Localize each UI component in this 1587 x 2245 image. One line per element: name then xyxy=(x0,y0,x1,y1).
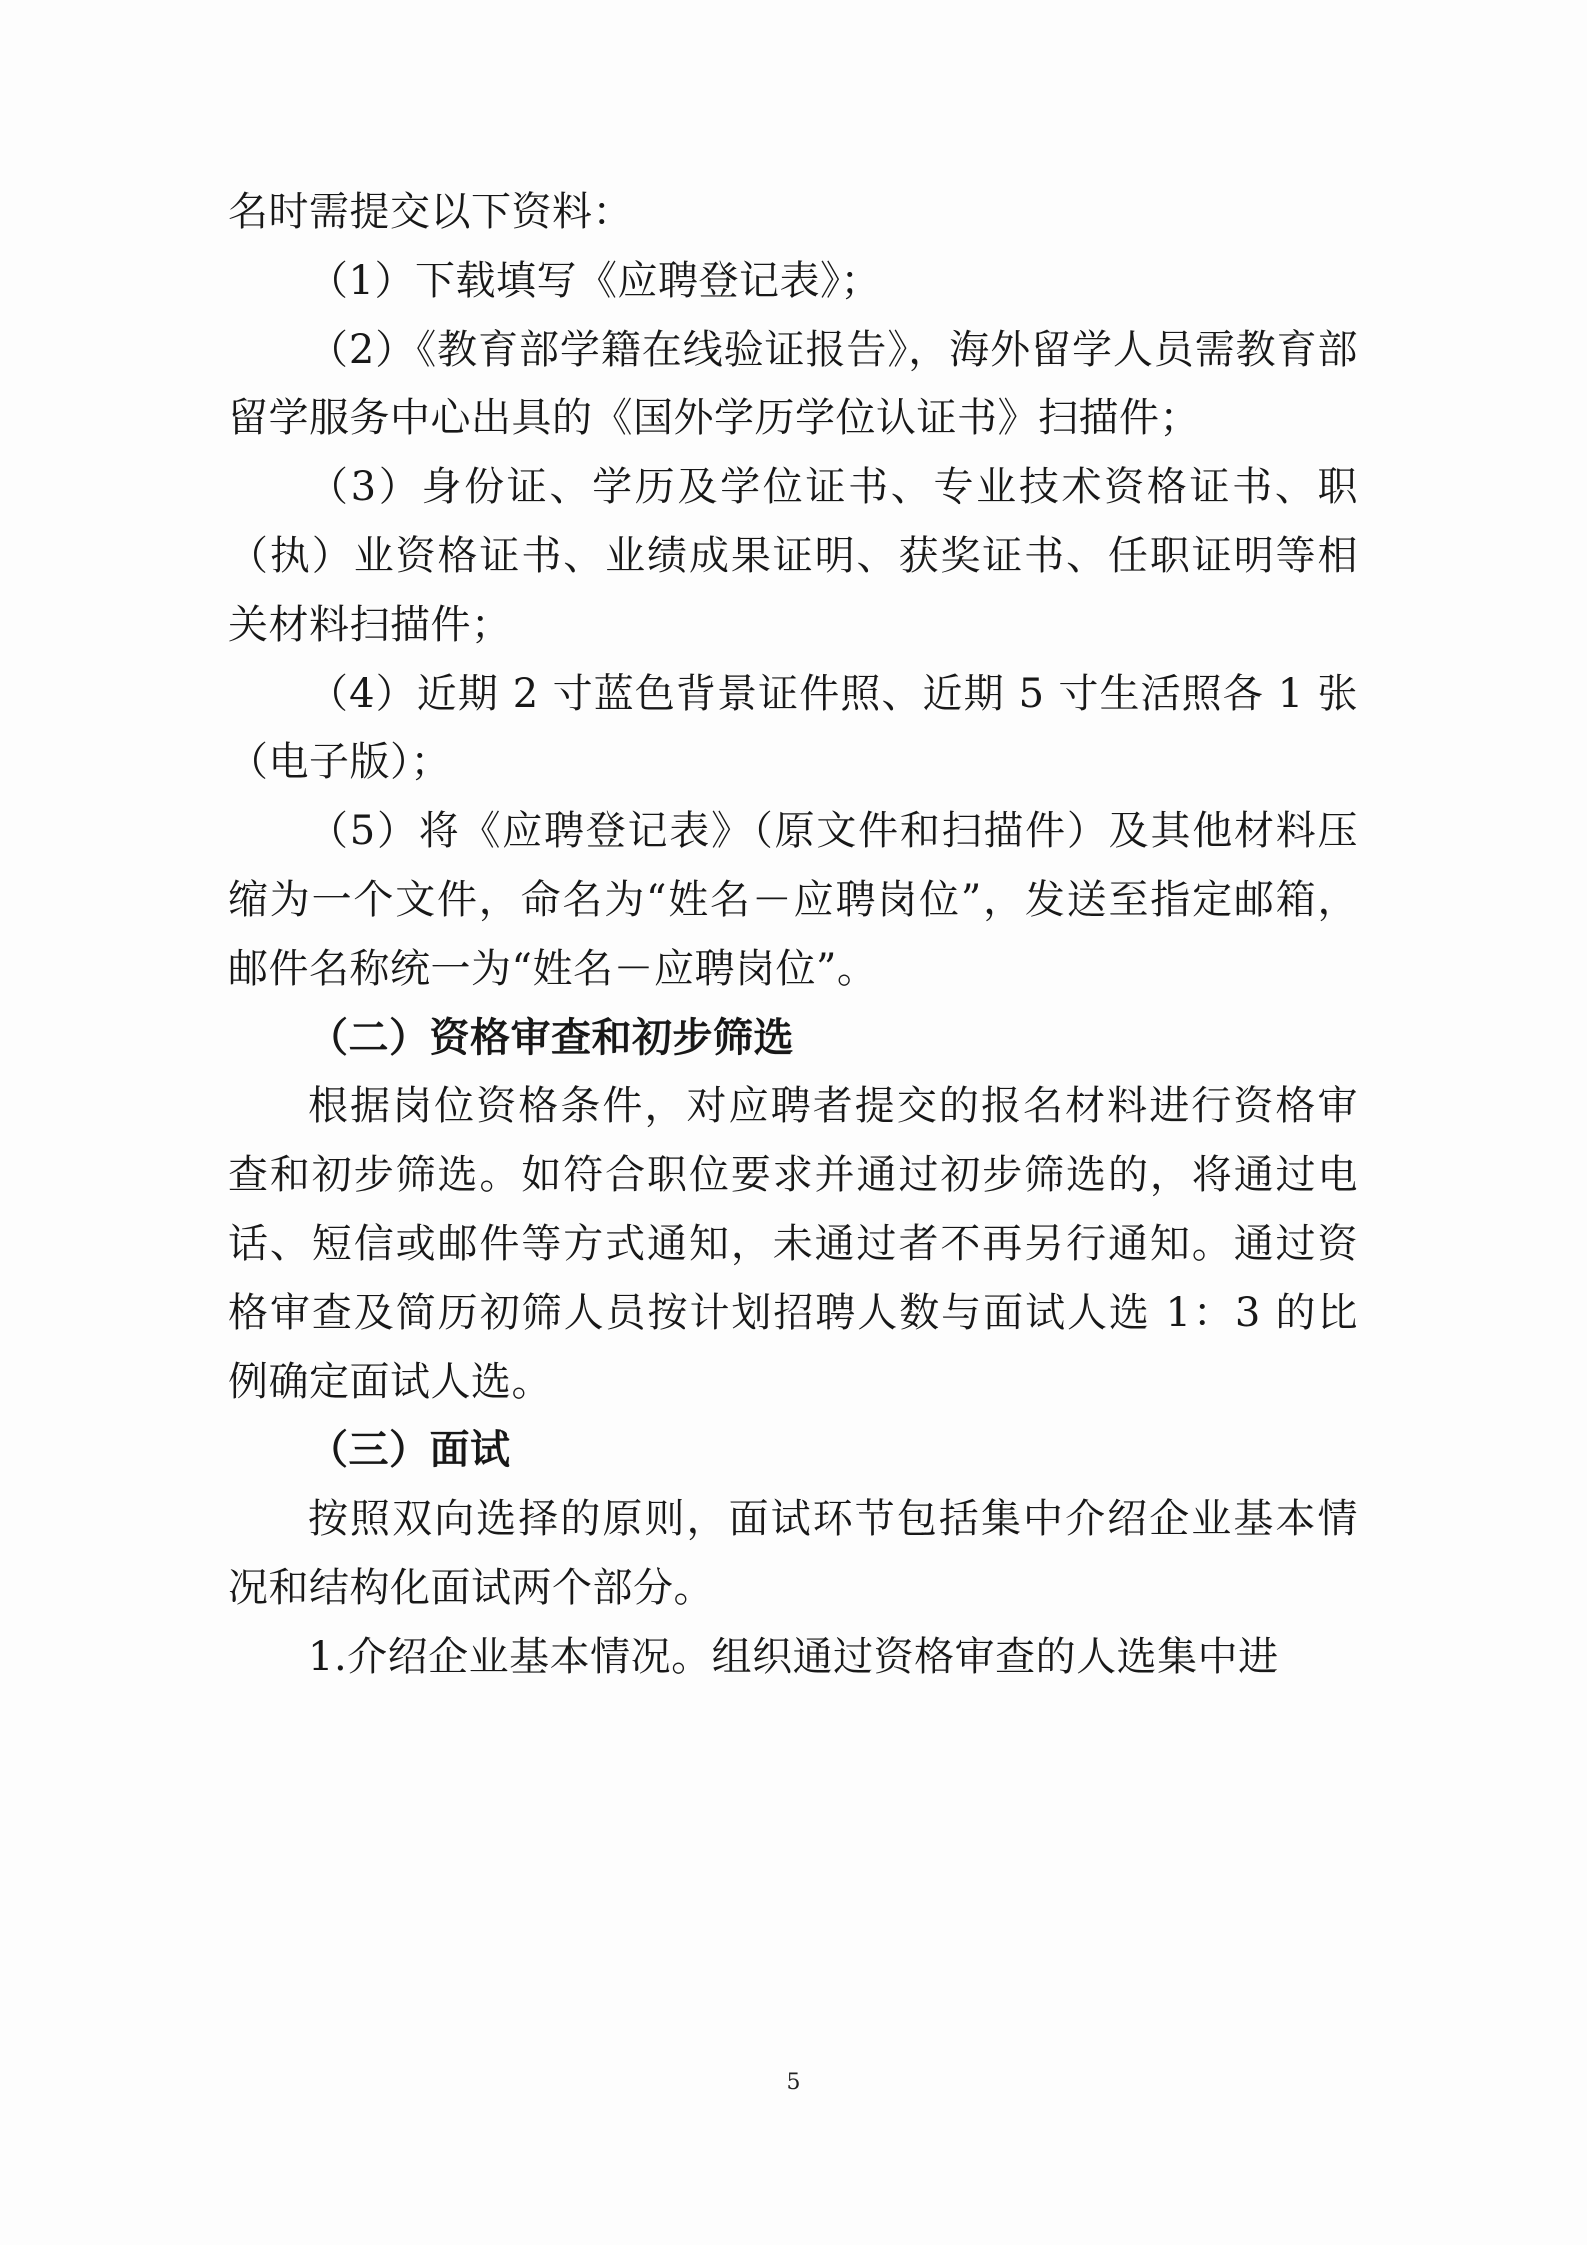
paragraph-section-three-item-1: 1.介绍企业基本情况。组织通过资格审查的人选集中进 xyxy=(308,1633,1279,1680)
paragraph-section-two-body: 根据岗位资格条件，对应聘者提交的报名材料进行资格审查和初步筛选。如符合职位要求并通过初步筛选的，将通过电话、短信或邮件等方式通知，未通过者不再另行通知。通过资格审查及简历初筛人员按计划招聘人数与面试人选 1：3 的比例确定面试人选。 xyxy=(228,1083,1358,1405)
paragraph-intro: 名时需提交以下资料： xyxy=(228,189,633,235)
section-heading-two: （二）资格审查和初步筛选 xyxy=(308,1013,794,1061)
paragraph-item-4: （4）近期 2 寸蓝色背景证件照、近期 5 寸生活照各 1 张（电子版）； xyxy=(228,670,1358,786)
document-body xyxy=(228,178,1358,1692)
paragraph-item-3: （3）身份证、学历及学位证书、专业技术资格证书、职（执）业资格证书、业绩成果证明、获奖证书、任职证明等相关材料扫描件； xyxy=(228,464,1358,648)
paragraph-section-three-body: 按照双向选择的原则，面试环节包括集中介绍企业基本情况和结构化面试两个部分。 xyxy=(228,1496,1358,1611)
paragraph-item-1: （1）下载填写《应聘登记表》； xyxy=(308,257,881,304)
page-number: 5 xyxy=(786,2070,801,2095)
paragraph-item-2: （2）《教育部学籍在线验证报告》，海外留学人员需教育部留学服务中心出具的《国外学历学位认证书》扫描件； xyxy=(228,326,1358,442)
paragraph-item-5: （5）将《应聘登记表》（原文件和扫描件）及其他材料压缩为一个文件，命名为“姓名－应聘岗位”，发送至指定邮箱，邮件名称统一为“姓名－应聘岗位”。 xyxy=(228,808,1358,992)
section-heading-three: （三）面试 xyxy=(308,1426,511,1474)
